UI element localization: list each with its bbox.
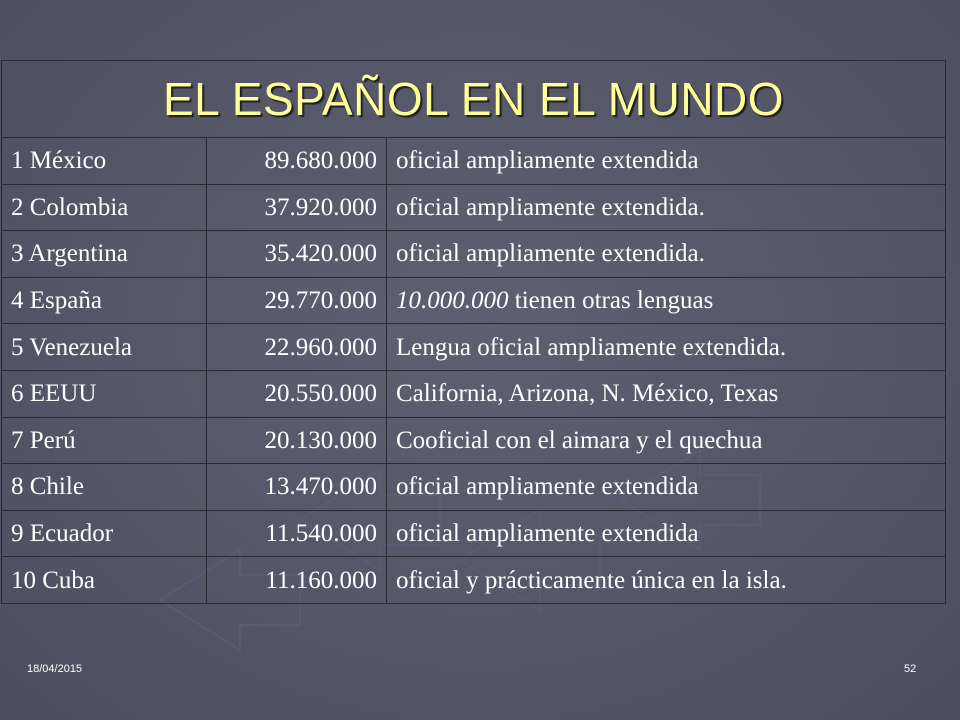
speakers-cell: 89.680.000 xyxy=(207,138,387,185)
country-cell: 8 Chile xyxy=(2,464,207,511)
footer-date: 18/04/2015 xyxy=(27,663,83,675)
table-row xyxy=(2,231,946,278)
title-row xyxy=(2,61,946,138)
status-emphasis: 10.000.000 xyxy=(396,287,509,315)
status-cell: oficial ampliamente extendida. xyxy=(387,231,946,278)
spanish-speakers-table xyxy=(1,60,946,604)
table-row xyxy=(2,557,946,604)
table-row xyxy=(2,184,946,231)
speakers-cell: 22.960.000 xyxy=(207,324,387,371)
speakers-cell: 13.470.000 xyxy=(207,464,387,511)
status-cell: oficial y prácticamente única en la isla. xyxy=(387,557,946,604)
status-cell: California, Arizona, N. México, Texas xyxy=(387,370,946,417)
speakers-cell: 20.550.000 xyxy=(207,370,387,417)
country-cell: 7 Perú xyxy=(2,417,207,464)
speakers-cell: 37.920.000 xyxy=(207,184,387,231)
status-cell: oficial ampliamente extendida. xyxy=(387,184,946,231)
country-cell: 4 España xyxy=(2,277,207,324)
country-cell: 5 Venezuela xyxy=(2,324,207,371)
table-row xyxy=(2,464,946,511)
country-cell: 10 Cuba xyxy=(2,557,207,604)
country-cell: 1 México xyxy=(2,138,207,185)
footer-page-number: 52 xyxy=(904,663,917,675)
status-cell: oficial ampliamente extendida xyxy=(387,138,946,185)
status-cell: oficial ampliamente extendida xyxy=(387,464,946,511)
speakers-cell: 29.770.000 xyxy=(207,277,387,324)
country-cell: 2 Colombia xyxy=(2,184,207,231)
status-cell: Cooficial con el aimara y el quechua xyxy=(387,417,946,464)
country-cell: 6 EEUU xyxy=(2,370,207,417)
status-text: tienen otras lenguas xyxy=(508,287,714,315)
country-cell: 3 Argentina xyxy=(2,231,207,278)
speakers-cell: 35.420.000 xyxy=(207,231,387,278)
slide-title: EL ESPAÑOL EN EL MUNDO xyxy=(2,61,946,138)
table-row xyxy=(2,510,946,557)
country-cell: 9 Ecuador xyxy=(2,510,207,557)
table-row xyxy=(2,370,946,417)
table-row xyxy=(2,138,946,185)
status-cell: Lengua oficial ampliamente extendida. xyxy=(387,324,946,371)
speakers-cell: 11.540.000 xyxy=(207,510,387,557)
table-row xyxy=(2,277,946,324)
speakers-cell: 20.130.000 xyxy=(207,417,387,464)
table-row xyxy=(2,417,946,464)
status-cell: oficial ampliamente extendida xyxy=(387,510,946,557)
speakers-cell: 11.160.000 xyxy=(207,557,387,604)
status-cell xyxy=(387,277,946,324)
table-row xyxy=(2,324,946,371)
